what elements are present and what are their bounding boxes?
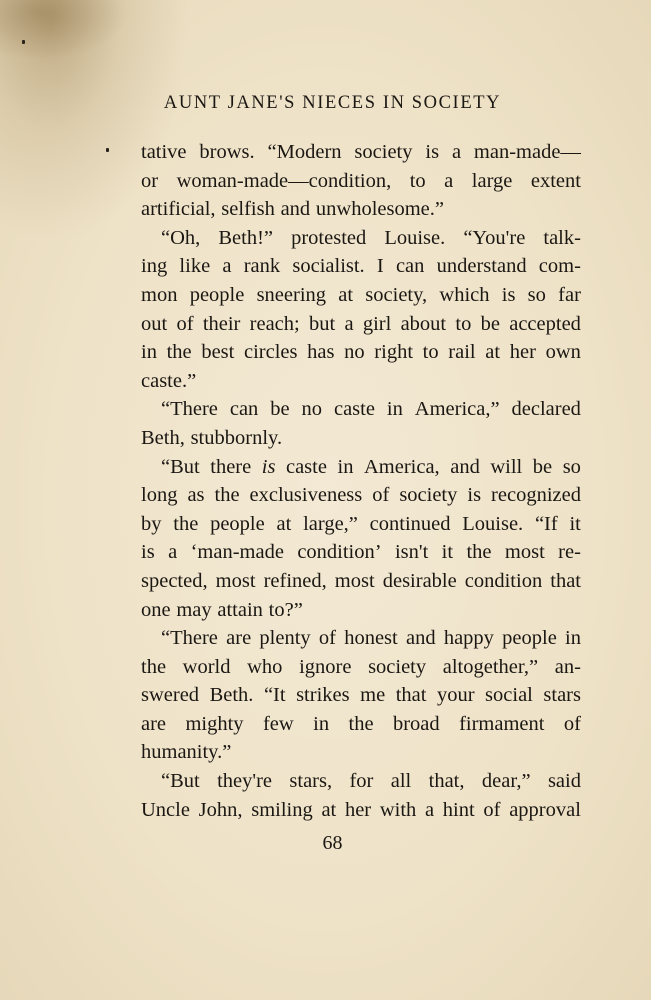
word: me [360, 684, 386, 707]
word: most [504, 541, 545, 564]
word: reach; [249, 312, 300, 335]
word: “It [263, 684, 286, 707]
word: be [270, 398, 290, 421]
word: and [405, 627, 436, 650]
word: honest [344, 627, 398, 650]
word: can [229, 398, 259, 421]
word: “If [534, 512, 558, 535]
word: isn't [394, 541, 429, 564]
word: world [182, 655, 231, 678]
text-line [141, 338, 581, 367]
running-head: AUNT JANE'S NIECES IN SOCIETY [163, 93, 502, 113]
word: social [485, 684, 533, 707]
word: refined, [263, 569, 327, 592]
word: Beth. [209, 684, 254, 707]
word: Louise. [462, 512, 524, 535]
word: exclusiveness [249, 484, 363, 507]
word: are [141, 712, 167, 735]
word: is [261, 455, 276, 478]
word: most [334, 569, 375, 592]
word: circles [244, 341, 298, 364]
word: America, [363, 455, 440, 478]
word: an- [554, 655, 581, 678]
word: about [400, 312, 447, 335]
word: humanity.” [141, 741, 232, 764]
text-line [141, 453, 581, 482]
text-line [141, 281, 581, 310]
word: few [262, 712, 294, 735]
word: may [176, 598, 212, 621]
text-line [141, 167, 581, 196]
word: stars [543, 684, 581, 707]
margin-mark [22, 40, 25, 44]
text-line [141, 738, 581, 767]
word: are [226, 627, 252, 650]
text-line [141, 310, 581, 339]
word: but [309, 312, 336, 335]
word: who [247, 655, 283, 678]
text-line [141, 252, 581, 281]
word: the [466, 541, 492, 564]
text-line [141, 195, 581, 224]
word: at [321, 798, 337, 821]
text-line [141, 138, 581, 167]
word: is [467, 484, 482, 507]
word: said [547, 770, 581, 793]
word: it [441, 541, 454, 564]
word: like [179, 255, 211, 278]
word: brows. [199, 141, 255, 163]
word: society [354, 141, 413, 163]
text-line [141, 710, 581, 739]
word: the [166, 341, 192, 364]
text-line [141, 567, 581, 596]
word: her [509, 341, 536, 364]
body-text [141, 138, 581, 824]
word: continued [369, 512, 451, 535]
word: to [409, 169, 426, 192]
text-line [141, 224, 581, 253]
word: caste [285, 455, 327, 478]
word: with [379, 798, 417, 821]
text-line [141, 481, 581, 510]
word: that [550, 569, 581, 592]
word: is [501, 283, 516, 306]
word: caste.” [141, 369, 197, 392]
word: woman-made—condition, [176, 169, 392, 192]
word: at [338, 283, 354, 306]
word: so [527, 283, 546, 306]
word: be [532, 455, 553, 478]
word: at [276, 512, 292, 535]
word: smiling [251, 798, 313, 821]
page-stain [0, 0, 130, 60]
word: they're [217, 770, 273, 793]
word: I [376, 255, 384, 278]
word: large,” [303, 512, 358, 535]
word: re- [558, 541, 581, 564]
word: long [141, 484, 178, 507]
word: people [502, 627, 557, 650]
word: which [439, 283, 490, 306]
word: of [372, 484, 390, 507]
word: “Oh, [161, 226, 201, 249]
word: hint [442, 798, 475, 821]
word: most [215, 569, 256, 592]
word: own [545, 341, 581, 364]
word: as [187, 484, 205, 507]
word: is [425, 141, 440, 163]
word: right [374, 341, 414, 364]
word: spected, [141, 569, 208, 592]
word: no [301, 398, 323, 421]
word: rank [243, 255, 281, 278]
word: “There [161, 627, 218, 650]
word: protested [291, 226, 367, 249]
word: a [222, 255, 232, 278]
word: selfish [221, 198, 275, 221]
word: there [210, 455, 252, 478]
word: accepted [509, 312, 581, 335]
word: “There [161, 398, 218, 421]
word: her [344, 798, 372, 821]
word: of [318, 627, 336, 650]
word: approval [509, 798, 581, 821]
word: that, [428, 770, 465, 793]
text-line [141, 681, 581, 710]
word: it [569, 512, 581, 535]
word: plenty [259, 627, 311, 650]
word: Uncle [141, 798, 190, 821]
word: the [173, 512, 199, 535]
word: society [399, 484, 458, 507]
word: a [451, 141, 462, 163]
word: be [480, 312, 500, 335]
word: is [141, 541, 155, 564]
word: of [563, 712, 581, 735]
word: caste [333, 398, 375, 421]
word: of [483, 798, 501, 821]
word: unwholesome.” [315, 198, 445, 221]
word: socialist. [292, 255, 365, 278]
word: John, [198, 798, 243, 821]
word: can [395, 255, 425, 278]
page-number: 68 [322, 832, 343, 854]
word: has [307, 341, 335, 364]
word: firmament [459, 712, 545, 735]
word: people [189, 283, 245, 306]
word: to [455, 312, 472, 335]
word: no [344, 341, 365, 364]
word: stubbornly. [190, 426, 283, 449]
word: the [141, 655, 167, 678]
word: a [424, 798, 435, 821]
word: or [141, 169, 159, 192]
word: society, [365, 283, 428, 306]
word: dear,” [481, 770, 531, 793]
word: out [141, 312, 168, 335]
text-line [141, 510, 581, 539]
word: stars, [289, 770, 333, 793]
word: your [436, 684, 475, 707]
word: ‘man-made [190, 541, 284, 564]
word: a [344, 312, 354, 335]
word: in [313, 712, 330, 735]
text-line [141, 596, 581, 625]
word: a [444, 169, 454, 192]
word: extent [530, 169, 581, 192]
word: mon [141, 283, 178, 306]
word: sneering [256, 283, 327, 306]
word: that [395, 684, 427, 707]
word: condition [464, 569, 543, 592]
word: recognized [491, 484, 581, 507]
word: ignore [299, 655, 352, 678]
word: “But [161, 455, 200, 478]
word: large [471, 169, 513, 192]
word: rail [448, 341, 476, 364]
word: Beth, [141, 426, 185, 449]
word: people [210, 512, 265, 535]
word: one [141, 598, 171, 621]
word: mighty [185, 712, 244, 735]
word: of [176, 312, 194, 335]
word: condition’ [297, 541, 382, 564]
word: all [390, 770, 412, 793]
word: so [562, 455, 581, 478]
word: attain [217, 598, 263, 621]
word: artificial, [141, 198, 216, 221]
word: at [485, 341, 501, 364]
word: “But [161, 770, 200, 793]
text-line [141, 367, 581, 396]
text-line [141, 767, 581, 796]
text-line [141, 538, 581, 567]
word: in [141, 341, 157, 364]
word: broad [392, 712, 440, 735]
word: in [386, 398, 403, 421]
word: declared [511, 398, 581, 421]
margin-mark [106, 148, 109, 152]
text-line [141, 395, 581, 424]
word: man-made— [473, 141, 581, 163]
word: happy [443, 627, 494, 650]
text-line [141, 424, 581, 453]
word: and [450, 455, 480, 478]
word: their [202, 312, 241, 335]
text-line [141, 624, 581, 653]
word: and [280, 198, 311, 221]
word: best [201, 341, 235, 364]
word: com- [538, 255, 581, 278]
word: America,” [414, 398, 500, 421]
word: a [168, 541, 178, 564]
text-line [141, 653, 581, 682]
word: by [141, 512, 162, 535]
word: tative [141, 141, 187, 163]
word: to?” [268, 598, 303, 621]
word: ing [141, 255, 168, 278]
word: far [558, 283, 581, 306]
word: strikes [296, 684, 350, 707]
word: understand [436, 255, 527, 278]
word: for [349, 770, 374, 793]
word: Louise. [384, 226, 446, 249]
word: altogether,” [442, 655, 539, 678]
word: girl [362, 312, 392, 335]
word: Beth!” [218, 226, 274, 249]
word: in [337, 455, 354, 478]
word: will [490, 455, 523, 478]
word: “Modern [267, 141, 342, 163]
word: “You're [463, 226, 526, 249]
word: society [368, 655, 427, 678]
text-line [141, 796, 581, 825]
word: the [214, 484, 240, 507]
word: talk- [543, 226, 581, 249]
word: swered [141, 684, 200, 707]
word: desirable [382, 569, 457, 592]
word: the [348, 712, 374, 735]
word: in [565, 627, 581, 650]
word: to [422, 341, 439, 364]
